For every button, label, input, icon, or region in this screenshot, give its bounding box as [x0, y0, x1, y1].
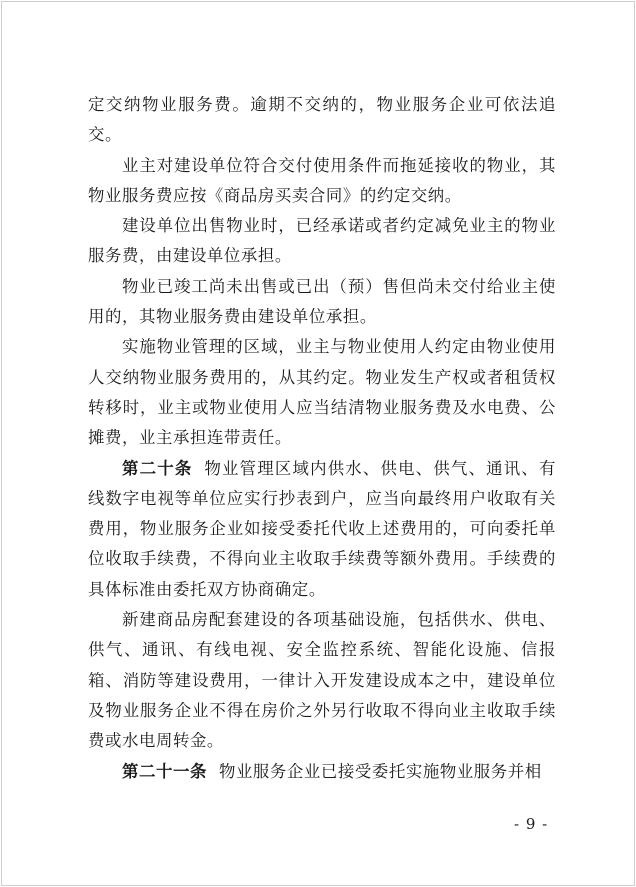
- paragraph-text: 物业服务企业已接受委托实施物业服务并相: [218, 761, 542, 781]
- paragraph-5: [88, 332, 556, 453]
- paragraph-text: 业主对建设单位符合交付使用条件而拖延接收的物业，其物业服务费应按《商品房买卖合同》的约定交纳。: [88, 155, 556, 205]
- paragraph-4: [88, 272, 556, 333]
- paragraph-text: 新建商品房配套建设的各项基础设施，包括供水、供电、供气、通讯、有线电视、安全监控系统、智能化设施、信报箱、消防等建设费用，一律计入开发建设成本之中，建设单位及物业服务企业不得在房价之外另行收取不得向业主收取手续费或水电周转金。: [88, 610, 556, 751]
- page-body: [88, 90, 556, 787]
- paragraph-text: 实施物业管理的区域，业主与物业使用人约定由物业使用人交纳物业服务费用的，从其约定。物业发生产权或者租赁权转移时，业主或物业使用人应当结清物业服务费及水电费、公摊费，业主承担连带责任。: [88, 337, 556, 448]
- paragraph-text: 物业管理区域内供水、供电、供气、通讯、有线数字电视等单位应实行抄表到户，应当向最终用户收取有关费用，物业服务企业如接受委托代收上述费用的，可向委托单位收取手续费，不得向业主收取手续费等额外费用。手续费的具体标准由委托双方协商确定。: [88, 458, 556, 599]
- paragraph-text: 建设单位出售物业时，已经承诺或者约定减免业主的物业服务费，由建设单位承担。: [88, 216, 556, 266]
- paragraph-text: 物业已竣工尚未出售或已出（预）售但尚未交付给业主使用的，其物业服务费由建设单位承担。: [88, 276, 556, 327]
- paragraph-text: 定交纳物业服务费。逾期不交纳的，物业服务企业可依法追交。: [88, 95, 556, 145]
- paragraph-1: [88, 90, 556, 151]
- paragraph-2: [88, 151, 556, 212]
- article-heading: 第二十一条: [122, 761, 207, 781]
- page-number: - 9 -: [514, 815, 549, 833]
- article-heading: 第二十条: [122, 458, 193, 478]
- paragraph-3: [88, 211, 556, 272]
- article-20: [88, 454, 556, 605]
- article-21: [88, 757, 556, 787]
- paragraph-7: [88, 605, 556, 756]
